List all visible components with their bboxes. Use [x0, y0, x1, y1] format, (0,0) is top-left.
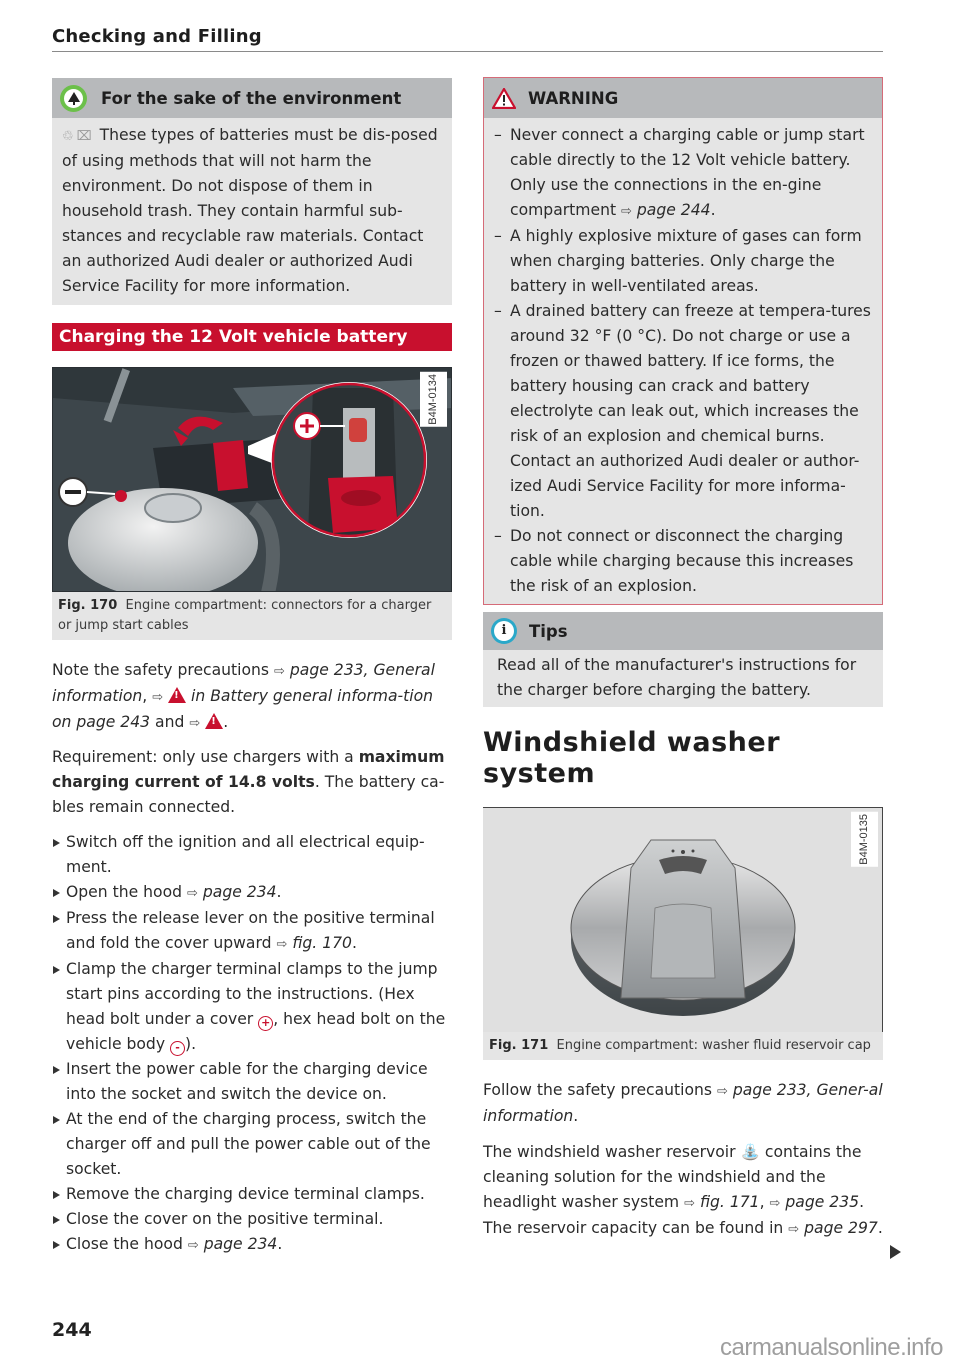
- step-item: At the end of the charging process, switch the charger off and pull the power cable out of the socket.: [52, 1107, 452, 1182]
- arrow-icon: ⇨: [276, 937, 288, 952]
- environment-note-title: For the sake of the environment: [101, 88, 402, 108]
- page-number: 244: [52, 1319, 92, 1341]
- note-text: and: [150, 713, 190, 731]
- minus-terminal-icon: -: [170, 1041, 185, 1056]
- page-235-link[interactable]: page 235: [785, 1193, 860, 1211]
- figure-id-tag: B4M-0135: [851, 812, 878, 867]
- step-item: Clamp the charger terminal clamps to the jump start pins according to the instructions. (Hex head bolt under a cover + , hex head bolt on the vehicle body - ).: [52, 957, 452, 1057]
- requirement-text: Requirement: only use chargers with a: [52, 748, 359, 766]
- fig-171-link[interactable]: fig. 171: [699, 1193, 760, 1211]
- step-item: Insert the power cable for the charging device into the socket and switch the device on.: [52, 1057, 452, 1107]
- page-header-title: Checking and Filling: [52, 26, 262, 47]
- watermark: carmanualsonline.info: [720, 1334, 943, 1361]
- plus-terminal-icon: +: [258, 1016, 273, 1031]
- environment-note-box: [52, 78, 452, 305]
- figure-170-engine-compartment: [52, 367, 452, 592]
- tips-text: Read all of the manufacturer's instructions for the charger before charging the battery.: [497, 656, 857, 699]
- figure-number: Fig. 171: [489, 1038, 549, 1053]
- header-divider: [52, 51, 883, 52]
- page-233-link[interactable]: page 233, Gener-al information: [483, 1081, 883, 1125]
- crossed-bin-icon: ⌧: [76, 129, 92, 144]
- step-item: Close the cover on the positive terminal.: [52, 1207, 452, 1232]
- warning-item: – A highly explosive mixture of gases can form when charging batteries. Only charge the battery in well-ventilated areas.: [494, 224, 872, 299]
- continue-arrow-icon: [890, 1245, 901, 1259]
- washer-description-paragraph: The windshield washer reservoir ⛲ contains the cleaning solution for the windshield and the headlight washer system ⇨ fig. 171, ⇨ page 235. The reservoir capacity can be found in ⇨ page 297.: [483, 1143, 883, 1237]
- info-icon: i: [491, 618, 517, 644]
- washer-fluid-icon: ⛲: [740, 1143, 760, 1161]
- requirement-paragraph: [52, 745, 452, 820]
- figure-171-caption: [483, 1032, 883, 1060]
- requirement-bold: maximum charging current of 14.8 volts: [52, 748, 445, 791]
- figure-number: Fig. 170: [58, 598, 118, 613]
- fig-170-link[interactable]: fig. 170: [292, 934, 352, 952]
- page-244-link[interactable]: page 244: [636, 201, 711, 219]
- tips-title: Tips: [529, 621, 568, 641]
- arrow-icon: ⇨: [621, 204, 632, 219]
- warning-box: [483, 77, 883, 605]
- tree-icon: [60, 85, 87, 112]
- arrow-icon: ⇨: [189, 716, 201, 731]
- arrow-icon: ⇨: [717, 1084, 728, 1099]
- warning-list: [494, 123, 872, 599]
- recycle-icon: ♲: [62, 129, 74, 144]
- washer-safety-paragraph: Follow the safety precautions ⇨ page 233, Gener-al information.: [483, 1081, 883, 1125]
- environment-note-text: These types of batteries must be dis-posed of using methods that will not harm the environment. Do not dispose of them in household trash. They contain harmful sub-stances and recyclable raw materials. Contact an authorized Audi dealer or authorized Audi Service Facility for more information.: [62, 126, 438, 295]
- tips-header: [483, 612, 883, 650]
- figure-171-reservoir-cap: [483, 807, 883, 1032]
- charging-steps-list: [52, 830, 452, 1258]
- figure-caption-text: Engine compartment: washer fluid reservoir cap: [556, 1038, 871, 1053]
- arrow-icon: ⇨: [152, 690, 164, 705]
- page-297-link[interactable]: page 297: [804, 1219, 878, 1237]
- tips-body: [483, 650, 883, 707]
- section-heading: Windshield washer system: [483, 727, 781, 789]
- page-234-link[interactable]: page 234: [203, 1235, 278, 1253]
- warning-triangle-icon[interactable]: [205, 713, 223, 729]
- arrow-icon: ⇨: [186, 886, 198, 901]
- step-item: Press the release lever on the positive terminal and fold the cover upward ⇨ fig. 170.: [52, 906, 452, 957]
- requirement-text: . The battery ca-bles remain connected.: [52, 773, 445, 816]
- warning-title: WARNING: [528, 88, 619, 108]
- note-text: ,: [142, 687, 153, 705]
- step-item: Close the hood ⇨ page 234.: [52, 1232, 452, 1258]
- engine-illustration: [53, 368, 452, 592]
- arrow-icon: ⇨: [187, 1238, 199, 1253]
- warning-item: – Do not connect or disconnect the charging cable while charging because this increases the risk of an explosion.: [494, 524, 872, 599]
- environment-note-header: [52, 78, 452, 118]
- arrow-icon: ⇨: [684, 1196, 695, 1211]
- arrow-icon: ⇨: [788, 1222, 800, 1237]
- arrow-icon: ⇨: [769, 1196, 781, 1211]
- page-233-link[interactable]: page 233, General information: [52, 661, 435, 705]
- figure-caption-text: Engine compartment: connectors for a charger or jump start cables: [58, 598, 432, 633]
- warning-body: [484, 118, 882, 604]
- warning-header: [484, 78, 882, 118]
- arrow-icon: ⇨: [274, 664, 285, 679]
- section-title-bar: Charging the 12 Volt vehicle battery: [52, 323, 452, 351]
- warning-triangle-icon: [168, 687, 186, 703]
- note-text: .: [223, 713, 229, 731]
- reservoir-cap-illustration: [483, 808, 883, 1032]
- step-item: Switch off the ignition and all electrical equip-ment.: [52, 830, 452, 880]
- battery-general-info-link[interactable]: in Battery general informa-tion on page 243: [52, 687, 434, 731]
- warning-item: – A drained battery can freeze at tempera-tures around 32 °F (0 °C). Do not charge or use a frozen or thawed battery. If ice forms, the battery housing can crack and battery electrolyte can leak out, which increases the risk of an explosion and chemical burns. Contact an authorized Audi dealer or author-ized Audi Service Facility for more informa-tion.: [494, 299, 872, 524]
- note-text: Note the safety precautions: [52, 661, 275, 679]
- figure-170-caption: [52, 592, 452, 640]
- step-item: Open the hood ⇨ page 234.: [52, 880, 452, 906]
- safety-note-paragraph: [52, 658, 452, 736]
- warning-triangle-icon: [492, 88, 516, 109]
- step-item: Remove the charging device terminal clamps.: [52, 1182, 452, 1207]
- page-234-link[interactable]: page 234: [202, 883, 277, 901]
- environment-note-body: [52, 118, 452, 305]
- warning-item: – Never connect a charging cable or jump start cable directly to the 12 Volt vehicle battery. Only use the connections in the en-gine compartment ⇨ page 244.: [494, 123, 872, 224]
- figure-id-tag: B4M-0134: [420, 372, 447, 427]
- tips-box: [483, 612, 883, 707]
